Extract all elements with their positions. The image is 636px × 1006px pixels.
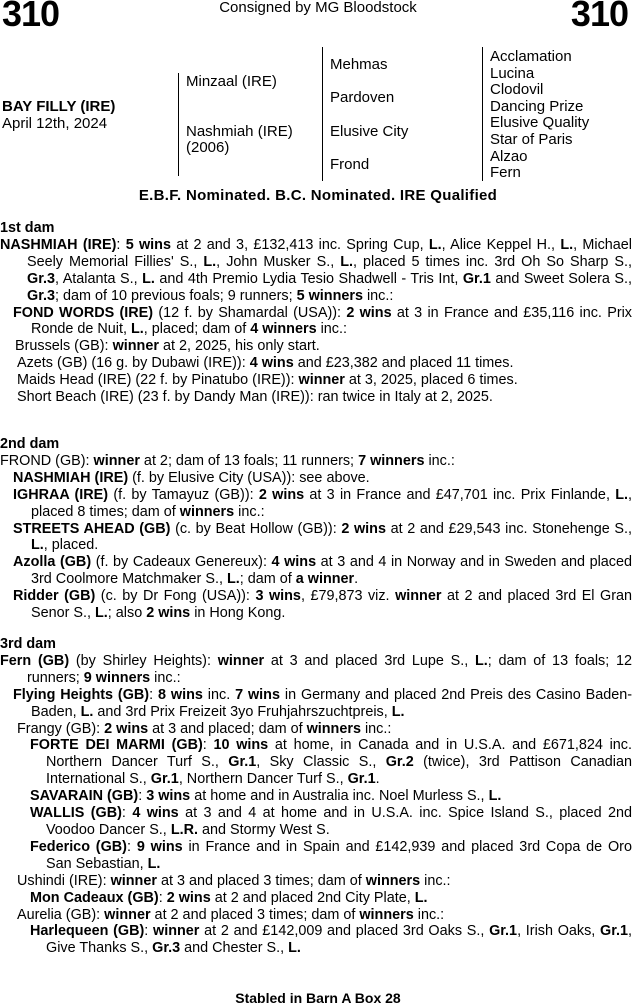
entry-text: at 2 and £29,543 inc. Stonehenge S., <box>385 520 632 537</box>
bold-text: L. <box>95 605 108 622</box>
entry-text: ; also <box>107 605 147 622</box>
pedigree-bracket-1 <box>178 73 179 176</box>
entry-text: , Give Thanks S., <box>46 923 633 957</box>
bold-text: Flying Heights (GB) <box>13 686 150 703</box>
bold-text: L. <box>131 321 144 338</box>
third-dam-section <box>0 636 632 957</box>
entry-text: at 2, 2025, his only start. <box>158 338 320 355</box>
bold-text: Harlequeen (GB) <box>30 923 145 940</box>
first-dam-section <box>0 220 632 406</box>
pedigree-dam-sire: Elusive City <box>330 123 409 140</box>
bold-text: winner <box>217 652 265 669</box>
bold-text: Gr.1 <box>489 923 518 940</box>
entry-text: (f. by Cadeaux Genereux): <box>91 554 272 571</box>
bold-text: L. <box>226 571 240 588</box>
entry-text: at 3 and placed 3rd Lupe S., <box>264 652 475 669</box>
lot-number: 310 <box>2 0 60 34</box>
bold-text: FOND WORDS (IRE) <box>13 304 154 321</box>
bold-text: winners <box>359 906 414 923</box>
produce-entry <box>0 923 632 957</box>
pedigree-g3-4: Dancing Prize <box>490 98 584 115</box>
entry-text: , Michael Seely Memorial Fillies' S., <box>27 236 632 270</box>
pedigree-sire-dam: Pardoven <box>330 89 395 106</box>
entry-text: at home, in Canada and in U.S.A. and £671,824 inc. Northern Dancer Turf S., <box>46 737 632 771</box>
pedigree-g3-6: Star of Paris <box>490 131 573 148</box>
bold-text: 2 wins <box>258 486 305 503</box>
bold-text: 3 wins <box>146 788 191 805</box>
bold-text: Gr.1 <box>150 771 179 788</box>
produce-entry <box>0 839 632 873</box>
bold-text: 9 wins <box>136 838 183 855</box>
entry-text: inc. <box>202 686 236 703</box>
pedigree-g3-8: Fern <box>490 164 521 181</box>
entry-text: inc.: <box>420 872 451 889</box>
produce-entry <box>0 554 632 588</box>
bold-text: Gr.1 <box>600 923 629 940</box>
entry-text: (c. by Beat Hollow (GB)): <box>170 520 342 537</box>
bold-text: 2 wins <box>341 520 386 537</box>
entry-text: , Atalanta S., <box>55 270 143 287</box>
bold-text: winner <box>104 906 151 923</box>
bold-text: Gr.3 <box>152 940 181 957</box>
entry-text: at 3 in France and £35,116 inc. Prix Ronde de Nuit, <box>31 304 632 338</box>
bold-text: L. <box>488 788 502 805</box>
entry-text: Aurelia (GB): <box>17 906 105 923</box>
produce-entry <box>0 805 632 839</box>
entry-text: . <box>375 771 380 788</box>
bold-text: 2 wins <box>104 720 149 737</box>
bold-text: Azolla (GB) <box>13 554 92 571</box>
bold-text: L.R. <box>170 821 198 838</box>
entry-text: , Alice Keppel H., <box>441 236 561 253</box>
entry-text: at 3 and placed 3 times; dam of <box>156 872 366 889</box>
entry-text: Azets (GB) (16 g. by Dubawi (IRE)): <box>17 355 250 372</box>
bold-text: L. <box>80 703 94 720</box>
entry-text: , Sky Classic S., <box>256 754 386 771</box>
entry-text: inc.: <box>360 720 392 737</box>
entry-text: (12 f. by Shamardal (USA)): <box>153 304 347 321</box>
entry-text: at 2 and placed 3 times; dam of <box>150 906 360 923</box>
entry-text: inc.: <box>150 669 181 686</box>
produce-entry <box>0 873 632 890</box>
bold-text: L. <box>142 270 155 287</box>
bold-text: L. <box>31 537 44 554</box>
entry-text: and Sweet Solera S., <box>490 270 632 287</box>
pedigree-sire-sire: Mehmas <box>330 56 388 73</box>
entry-text: inc.: <box>362 287 394 304</box>
produce-entry <box>0 588 632 622</box>
bold-text: 5 winners <box>296 287 363 304</box>
bold-text: 7 wins <box>235 686 280 703</box>
entry-text: and 4th Premio Lydia Tesio Shadwell - Tris Int, <box>154 270 463 287</box>
bold-text: Fern (GB) <box>0 652 70 669</box>
entry-text: : <box>138 788 147 805</box>
bold-text: winner <box>298 372 345 389</box>
pedigree-g3-7: Alzao <box>490 148 528 165</box>
produce-entry <box>0 737 632 788</box>
produce-entry <box>0 372 632 389</box>
entry-text: at 2 and £142,009 and placed 3rd Oaks S., <box>199 923 490 940</box>
pedigree-g3-1: Acclamation <box>490 48 572 65</box>
bold-text: Gr.1 <box>228 754 257 771</box>
horse-name: BAY FILLY (IRE) <box>2 98 116 115</box>
entry-text: (by Shirley Heights): <box>69 652 218 669</box>
bold-text: 5 wins <box>125 236 171 253</box>
entry-text: : <box>126 838 137 855</box>
entry-text: (c. by Dr Fong (USA)): <box>95 588 256 605</box>
produce-entry <box>0 453 632 470</box>
entry-text: in Germany and placed 2nd Preis des Casino Baden-Baden, <box>31 686 633 720</box>
bold-text: Gr.1 <box>462 270 491 287</box>
bold-text: 2 wins <box>346 304 392 321</box>
entry-text: inc.: <box>413 906 445 923</box>
produce-entry <box>0 788 632 805</box>
bold-text: Gr.1 <box>347 771 376 788</box>
section-heading: 2nd dam <box>0 436 60 452</box>
bold-text: 3 wins <box>255 588 301 605</box>
produce-entry <box>0 237 632 305</box>
bold-text: Gr.3 <box>27 287 56 304</box>
entry-text: , placed 8 times; dam of <box>31 486 632 520</box>
produce-entry <box>0 487 632 521</box>
bold-text: NASHMIAH (IRE) <box>0 236 117 253</box>
pedigree-dam-dam: Frond <box>330 156 370 173</box>
section-heading: 3rd dam <box>0 636 56 652</box>
entry-text: at 3 and 4 in Norway and in Sweden and placed 3rd Coolmore Matchmaker S., <box>31 554 632 588</box>
bold-text: 9 winners <box>83 669 151 686</box>
bold-text: L. <box>414 889 428 906</box>
bold-text: L. <box>428 236 442 253</box>
entry-text: : <box>116 236 126 253</box>
entry-text: Short Beach (IRE) (23 f. by Dandy Man (IRE)): ran twice in Italy at 2, 2025. <box>17 389 493 406</box>
bold-text: 2 wins <box>166 889 211 906</box>
produce-entry <box>0 389 632 406</box>
entry-text: , placed 5 times inc. 3rd Oh So Sharp S., <box>353 253 632 270</box>
entry-text: , £79,873 viz. <box>300 588 396 605</box>
bold-text: Gr.3 <box>27 270 56 287</box>
entry-text: inc.: <box>316 321 347 338</box>
bold-text: L. <box>560 236 574 253</box>
bold-text: L. <box>391 703 405 720</box>
bold-text: winners <box>365 872 421 889</box>
bold-text: NASHMIAH (IRE) <box>13 469 129 486</box>
entry-text: , John Musker S., <box>216 253 341 270</box>
bold-text: SAVARAIN (GB) <box>30 788 139 805</box>
pedigree-g3-2: Lucina <box>490 65 535 82</box>
bold-text: winner <box>112 338 159 355</box>
bold-text: L. <box>615 486 628 503</box>
entry-text: and Stormy West S. <box>198 821 330 838</box>
bold-text: winners <box>306 720 361 737</box>
entry-text: at 3 in France and £47,701 inc. Prix Finlande, <box>304 486 616 503</box>
entry-text: at 2 and placed 3rd El Gran Senor S., <box>31 588 632 622</box>
bold-text: winner <box>153 923 200 940</box>
bold-text: 10 wins <box>213 737 269 754</box>
bold-text: L. <box>147 855 161 872</box>
entry-text: and £23,382 and placed 11 times. <box>293 355 514 372</box>
entry-text: ; dam of 13 foals; 12 runners; <box>27 652 632 686</box>
bold-text: 8 wins <box>158 686 203 703</box>
entry-text: : <box>121 805 133 822</box>
bold-text: winner <box>93 452 140 469</box>
entry-text: (f. by Elusive City (USA)): see above. <box>128 469 370 486</box>
pedigree-bracket-2 <box>322 47 323 181</box>
entry-text: at 3 and 4 at home and in U.S.A. inc. Spice Island S., placed 2nd Voodoo Dancer S., <box>46 805 633 838</box>
entry-text: at home and in Australia inc. Noel Murless S., <box>190 788 489 805</box>
bold-text: 4 winners <box>250 321 317 338</box>
entry-text: at 2; dam of 13 foals; 11 runners; <box>139 452 359 469</box>
bold-text: Ridder (GB) <box>13 588 96 605</box>
bold-text: WALLIS (GB) <box>30 805 122 822</box>
entry-text: and 3rd Prix Freizeit 3yo Fruhjahrszuchtpreis, <box>93 703 392 720</box>
entry-text: at 3, 2025, placed 6 times. <box>344 372 518 389</box>
bold-text: L. <box>203 253 217 270</box>
entry-text: (f. by Tamayuz (GB)): <box>108 486 259 503</box>
nominations: E.B.F. Nominated. B.C. Nominated. IRE Qualified <box>138 187 498 204</box>
produce-entry <box>0 521 632 555</box>
entry-text: . <box>354 571 359 588</box>
bold-text: 2 wins <box>146 605 191 622</box>
stabling-info: Stabled in Barn A Box 28 <box>235 990 401 1006</box>
entry-text: in France and in Spain and £142,939 and placed 3rd Copa de Oro San Sebastian, <box>46 838 632 872</box>
entry-text: Brussels (GB): <box>15 338 113 355</box>
bold-text: IGHRAA (IRE) <box>13 486 109 503</box>
entry-text: and Chester S., <box>180 940 289 957</box>
entry-text: : <box>144 923 154 940</box>
entry-text: , placed. <box>43 537 99 554</box>
entry-text: , Irish Oaks, <box>517 923 601 940</box>
entry-text: at 2 and placed 2nd City Plate, <box>210 889 415 906</box>
entry-text: in Hong Kong. <box>190 605 286 622</box>
produce-entry <box>0 355 632 372</box>
produce-entry <box>0 338 632 355</box>
entry-text: at 3 and placed; dam of <box>148 720 307 737</box>
bold-text: a winner <box>295 571 355 588</box>
produce-entry <box>0 721 632 738</box>
entry-text: , Northern Dancer Turf S., <box>178 771 348 788</box>
bold-text: 4 wins <box>271 554 317 571</box>
pedigree-g3-5: Elusive Quality <box>490 114 590 131</box>
pedigree-bracket-3 <box>482 47 483 181</box>
entry-text: , placed; dam of <box>143 321 251 338</box>
bold-text: FORTE DEI MARMI (GB) <box>30 737 203 754</box>
entry-text: Maids Head (IRE) (22 f. by Pinatubo (IRE)): <box>17 372 299 389</box>
bold-text: L. <box>475 652 488 669</box>
produce-entry <box>0 687 632 721</box>
entry-text: inc.: <box>424 452 455 469</box>
pedigree-dam: Nashmiah (IRE) <box>186 123 293 140</box>
entry-text: Ushindi (IRE): <box>17 872 111 889</box>
entry-text: : <box>149 686 159 703</box>
foaling-date: April 12th, 2024 <box>2 115 108 132</box>
bold-text: Gr.2 <box>385 754 414 771</box>
entry-text: at 2 and 3, £132,413 inc. Spring Cup, <box>170 236 429 253</box>
section-heading: 1st dam <box>0 220 55 236</box>
entry-text: inc.: <box>234 503 265 520</box>
produce-entry <box>0 653 632 687</box>
bold-text: STREETS AHEAD (GB) <box>13 520 171 537</box>
bold-text: 4 wins <box>249 355 294 372</box>
produce-entry <box>0 305 632 339</box>
second-dam-section <box>0 436 632 622</box>
entry-text: Frangy (GB): <box>17 720 105 737</box>
entry-text: FROND (GB): <box>0 452 94 469</box>
bold-text: Mon Cadeaux (GB) <box>30 889 159 906</box>
entry-text: ; dam of <box>239 571 296 588</box>
bold-text: winner <box>110 872 157 889</box>
lot-number-right: 310 <box>570 0 628 34</box>
pedigree-sire: Minzaal (IRE) <box>186 73 277 90</box>
produce-entry <box>0 470 632 487</box>
produce-entry <box>0 890 632 907</box>
pedigree-g3-3: Clodovil <box>490 81 544 98</box>
bold-text: winner <box>395 588 442 605</box>
bold-text: winners <box>179 503 235 520</box>
bold-text: 4 wins <box>132 805 179 822</box>
consignor: Consigned by MG Bloodstock <box>219 0 417 16</box>
bold-text: Federico (GB) <box>30 838 127 855</box>
entry-text: : <box>202 737 214 754</box>
bold-text: L. <box>288 940 301 957</box>
entry-text: : <box>158 889 167 906</box>
entry-text: (twice), 3rd Pattison Canadian International S., <box>46 754 632 788</box>
entry-text: ; dam of 10 previous foals; 9 runners; <box>55 287 297 304</box>
pedigree-dam-year: (2006) <box>186 139 230 156</box>
produce-entry <box>0 907 632 924</box>
bold-text: 7 winners <box>358 452 425 469</box>
bold-text: L. <box>340 253 354 270</box>
